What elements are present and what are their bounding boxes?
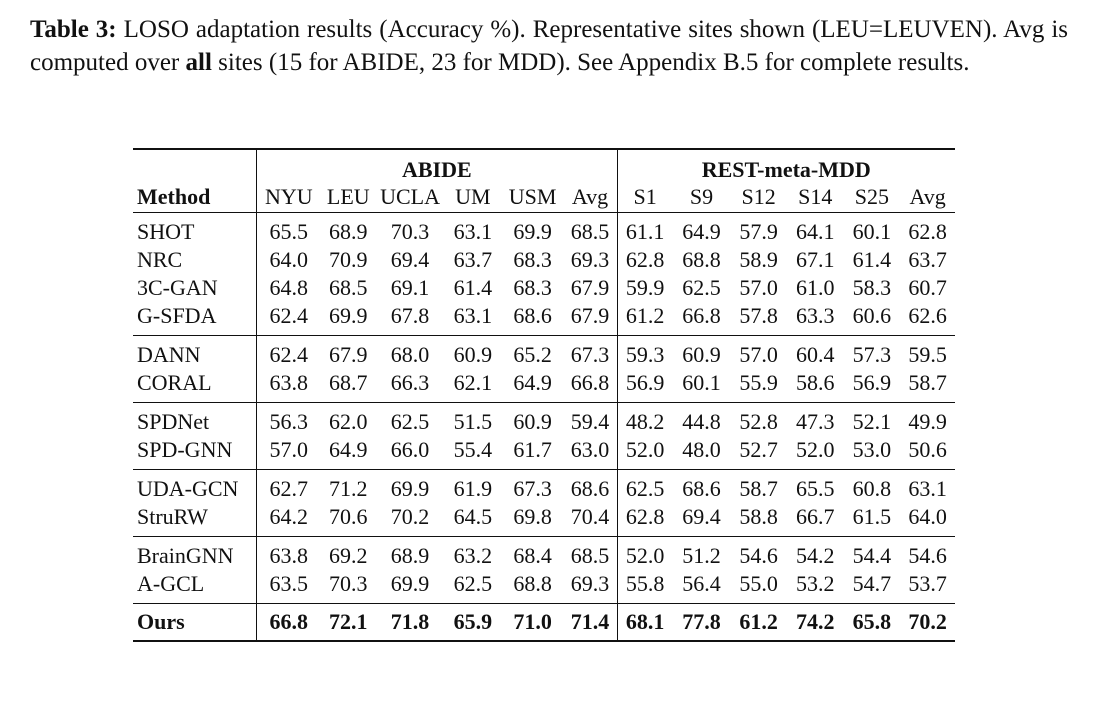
table-caption [30, 14, 1068, 79]
value-cell: 70.2 [390, 504, 430, 529]
value-cell: 67.8 [390, 303, 430, 328]
value-cell: 52.0 [617, 537, 673, 571]
value-cell: 68.4 [502, 537, 564, 571]
method-cell: DANN [133, 336, 257, 370]
method-cell: CORAL [137, 370, 212, 395]
value-cell: 60.4 [787, 336, 844, 370]
results-table [133, 148, 955, 642]
value-cell: 49.9 [900, 403, 955, 437]
value-cell: 71.8 [376, 604, 444, 642]
header-column-row [133, 182, 955, 213]
value-cell: 54.2 [787, 537, 844, 571]
value-cell: 66.8 [257, 604, 321, 642]
table-row [133, 604, 955, 642]
caption-text-1: LOSO adaptation results (Accuracy %). Representative sites shown (LEU=LEUVEN). Avg is computed over [30, 16, 1068, 76]
value-cell: 69.1 [390, 275, 430, 300]
value-cell: 59.9 [617, 274, 673, 302]
value-cell: 63.7 [908, 247, 947, 272]
value-cell: 51.2 [673, 537, 731, 571]
method-cell: SHOT [133, 213, 257, 247]
value-cell: 63.2 [444, 537, 502, 571]
value-cell: 55.4 [453, 437, 493, 462]
value-cell: 60.9 [444, 336, 502, 370]
value-cell: 67.1 [796, 247, 835, 272]
value-cell: 68.5 [329, 275, 368, 300]
value-cell: 60.8 [844, 470, 901, 504]
table-row [133, 246, 955, 274]
value-cell: 66.3 [390, 370, 430, 395]
method-cell: NRC [137, 247, 183, 272]
value-cell: 66.8 [570, 370, 610, 395]
value-cell: 70.3 [376, 213, 444, 247]
value-cell: 69.9 [502, 213, 564, 247]
value-cell: 50.6 [908, 437, 947, 462]
value-cell: 59.4 [564, 403, 618, 437]
column-header: S25 [854, 184, 890, 209]
method-cell: SPDNet [133, 403, 257, 437]
value-cell: 58.7 [730, 470, 787, 504]
value-cell: 62.5 [617, 470, 673, 504]
value-cell: 54.4 [844, 537, 901, 571]
value-cell: 52.1 [844, 403, 901, 437]
value-cell: 69.4 [682, 504, 721, 529]
value-cell: 68.6 [673, 470, 731, 504]
results-table-container [133, 148, 955, 642]
caption-text-2: sites (15 for ABIDE, 23 for MDD). See Appendix B.5 for complete results. [211, 48, 970, 76]
value-cell: 64.0 [257, 246, 321, 274]
header-group-row [133, 149, 955, 182]
value-cell: 65.2 [502, 336, 564, 370]
value-cell: 63.1 [900, 470, 955, 504]
value-cell: 68.5 [564, 213, 618, 247]
value-cell: 70.3 [329, 571, 368, 596]
value-cell: 69.2 [320, 537, 376, 571]
value-cell: 67.9 [570, 275, 610, 300]
value-cell: 68.3 [513, 275, 552, 300]
value-cell: 63.1 [444, 213, 502, 247]
value-cell: 68.6 [513, 303, 552, 328]
value-cell: 61.7 [513, 437, 552, 462]
value-cell: 71.0 [502, 604, 564, 642]
value-cell: 62.4 [257, 336, 321, 370]
value-cell: 56.3 [257, 403, 321, 437]
value-cell: 64.2 [257, 503, 321, 537]
value-cell: 70.2 [900, 604, 955, 642]
method-cell: StruRW [137, 504, 208, 529]
value-cell: 65.8 [844, 604, 901, 642]
value-cell: 60.9 [673, 336, 731, 370]
value-cell: 67.9 [570, 303, 610, 328]
value-cell: 54.6 [900, 537, 955, 571]
value-cell: 60.1 [844, 213, 901, 247]
value-cell: 57.0 [257, 436, 321, 470]
value-cell: 62.8 [617, 246, 673, 274]
value-cell: 44.8 [673, 403, 731, 437]
value-cell: 71.2 [320, 470, 376, 504]
value-cell: 60.7 [908, 275, 947, 300]
value-cell: 62.0 [320, 403, 376, 437]
value-cell: 63.5 [257, 570, 321, 604]
value-cell: 54.7 [852, 571, 892, 596]
column-header: S9 [689, 184, 714, 209]
value-cell: 70.6 [329, 504, 368, 529]
value-cell: 66.0 [390, 437, 430, 462]
method-cell: 3C-GAN [137, 275, 218, 300]
table-body [133, 213, 955, 642]
value-cell: 58.9 [739, 247, 778, 272]
value-cell: 58.3 [852, 275, 892, 300]
value-cell: 68.0 [376, 336, 444, 370]
value-cell: 61.4 [852, 247, 892, 272]
value-cell: 61.9 [444, 470, 502, 504]
value-cell: 61.2 [730, 604, 787, 642]
value-cell: 63.7 [453, 247, 493, 272]
column-header: NYU [257, 182, 321, 213]
column-header: Avg [909, 184, 946, 209]
value-cell: 53.0 [852, 437, 892, 462]
table-header [133, 149, 955, 213]
table-row [133, 503, 955, 537]
value-cell: 62.4 [257, 302, 321, 336]
column-header-method: Method [137, 184, 211, 209]
value-cell: 57.0 [739, 275, 778, 300]
value-cell: 58.7 [908, 370, 947, 395]
caption-bold-word: all [185, 48, 212, 76]
value-cell: 63.1 [453, 303, 493, 328]
value-cell: 69.9 [390, 571, 430, 596]
value-cell: 65.5 [787, 470, 844, 504]
table-row [133, 537, 955, 571]
value-cell: 63.0 [570, 437, 610, 462]
value-cell: 64.9 [329, 437, 368, 462]
value-cell: 57.0 [730, 336, 787, 370]
method-cell: G-SFDA [137, 303, 217, 328]
column-header: LEU [326, 184, 370, 209]
value-cell: 77.8 [673, 604, 731, 642]
caption-label: Table 3: [30, 16, 117, 43]
value-cell: 64.9 [673, 213, 731, 247]
value-cell: 58.6 [796, 370, 835, 395]
value-cell: 70.9 [329, 247, 368, 272]
value-cell: 57.9 [730, 213, 787, 247]
value-cell: 55.9 [739, 370, 778, 395]
table-row [133, 336, 955, 370]
value-cell: 68.7 [329, 370, 368, 395]
table-row [133, 570, 955, 604]
value-cell: 68.6 [564, 470, 618, 504]
column-header: UCLA [380, 184, 440, 209]
value-cell: 69.3 [570, 571, 610, 596]
method-cell: A-GCL [137, 571, 205, 596]
column-header: USM [508, 184, 557, 209]
value-cell: 67.9 [320, 336, 376, 370]
value-cell: 67.3 [564, 336, 618, 370]
value-cell: 61.2 [617, 302, 673, 336]
header-empty-cell [133, 149, 257, 182]
value-cell: 54.6 [730, 537, 787, 571]
value-cell: 64.0 [908, 504, 947, 529]
value-cell: 61.1 [617, 213, 673, 247]
value-cell: 68.8 [682, 247, 721, 272]
value-cell: 62.5 [682, 275, 721, 300]
value-cell: 65.5 [257, 213, 321, 247]
method-cell: BrainGNN [133, 537, 257, 571]
value-cell: 57.3 [844, 336, 901, 370]
table-row [133, 403, 955, 437]
table-row [133, 369, 955, 403]
value-cell: 64.5 [453, 504, 493, 529]
method-cell: UDA-GCN [133, 470, 257, 504]
value-cell: 62.5 [376, 403, 444, 437]
value-cell: 61.0 [796, 275, 835, 300]
group-header-abide: ABIDE [257, 149, 617, 182]
method-cell: Ours [133, 604, 257, 642]
value-cell: 72.1 [320, 604, 376, 642]
value-cell: 48.2 [617, 403, 673, 437]
value-cell: 69.4 [390, 247, 430, 272]
value-cell: 68.3 [513, 247, 552, 272]
table-row [133, 213, 955, 247]
value-cell: 68.9 [376, 537, 444, 571]
value-cell: 62.7 [257, 470, 321, 504]
group-header-mdd: REST-meta-MDD [617, 149, 955, 182]
value-cell: 67.3 [502, 470, 564, 504]
value-cell: 52.7 [739, 437, 778, 462]
value-cell: 57.8 [739, 303, 778, 328]
value-cell: 65.9 [444, 604, 502, 642]
value-cell: 69.9 [376, 470, 444, 504]
value-cell: 70.4 [570, 504, 610, 529]
value-cell: 69.8 [513, 504, 552, 529]
value-cell: 53.2 [796, 571, 835, 596]
column-header: Avg [571, 184, 609, 209]
value-cell: 60.9 [502, 403, 564, 437]
value-cell: 62.6 [908, 303, 947, 328]
value-cell: 68.1 [617, 604, 673, 642]
value-cell: 56.4 [682, 571, 721, 596]
value-cell: 58.8 [739, 504, 778, 529]
value-cell: 53.7 [908, 571, 947, 596]
value-cell: 64.8 [257, 274, 321, 302]
value-cell: 55.8 [617, 570, 673, 604]
value-cell: 52.8 [730, 403, 787, 437]
value-cell: 68.9 [320, 213, 376, 247]
value-cell: 56.9 [617, 369, 673, 403]
value-cell: 68.8 [513, 571, 552, 596]
value-cell: 64.9 [513, 370, 552, 395]
value-cell: 52.0 [617, 436, 673, 470]
value-cell: 51.5 [444, 403, 502, 437]
value-cell: 56.9 [852, 370, 892, 395]
value-cell: 63.8 [257, 537, 321, 571]
value-cell: 61.4 [453, 275, 493, 300]
value-cell: 52.0 [796, 437, 835, 462]
value-cell: 48.0 [682, 437, 721, 462]
column-header: UM [455, 184, 491, 209]
column-header: S1 [617, 182, 673, 213]
value-cell: 62.5 [453, 571, 493, 596]
value-cell: 62.8 [617, 503, 673, 537]
value-cell: 61.5 [852, 504, 892, 529]
value-cell: 64.1 [787, 213, 844, 247]
value-cell: 63.3 [796, 303, 835, 328]
value-cell: 59.3 [617, 336, 673, 370]
value-cell: 63.8 [257, 369, 321, 403]
table-row [133, 302, 955, 336]
value-cell: 62.1 [453, 370, 493, 395]
value-cell: 66.7 [796, 504, 835, 529]
column-header: S12 [741, 184, 776, 209]
value-cell: 59.5 [900, 336, 955, 370]
method-cell: SPD-GNN [137, 437, 233, 462]
table-row [133, 436, 955, 470]
value-cell: 55.0 [739, 571, 778, 596]
value-cell: 62.8 [900, 213, 955, 247]
table-row [133, 470, 955, 504]
value-cell: 69.3 [570, 247, 610, 272]
value-cell: 66.8 [682, 303, 721, 328]
column-header: S14 [798, 184, 833, 209]
value-cell: 60.1 [682, 370, 721, 395]
value-cell: 68.5 [564, 537, 618, 571]
value-cell: 60.6 [852, 303, 892, 328]
value-cell: 74.2 [787, 604, 844, 642]
value-cell: 69.9 [329, 303, 368, 328]
value-cell: 71.4 [564, 604, 618, 642]
value-cell: 47.3 [787, 403, 844, 437]
table-row [133, 274, 955, 302]
